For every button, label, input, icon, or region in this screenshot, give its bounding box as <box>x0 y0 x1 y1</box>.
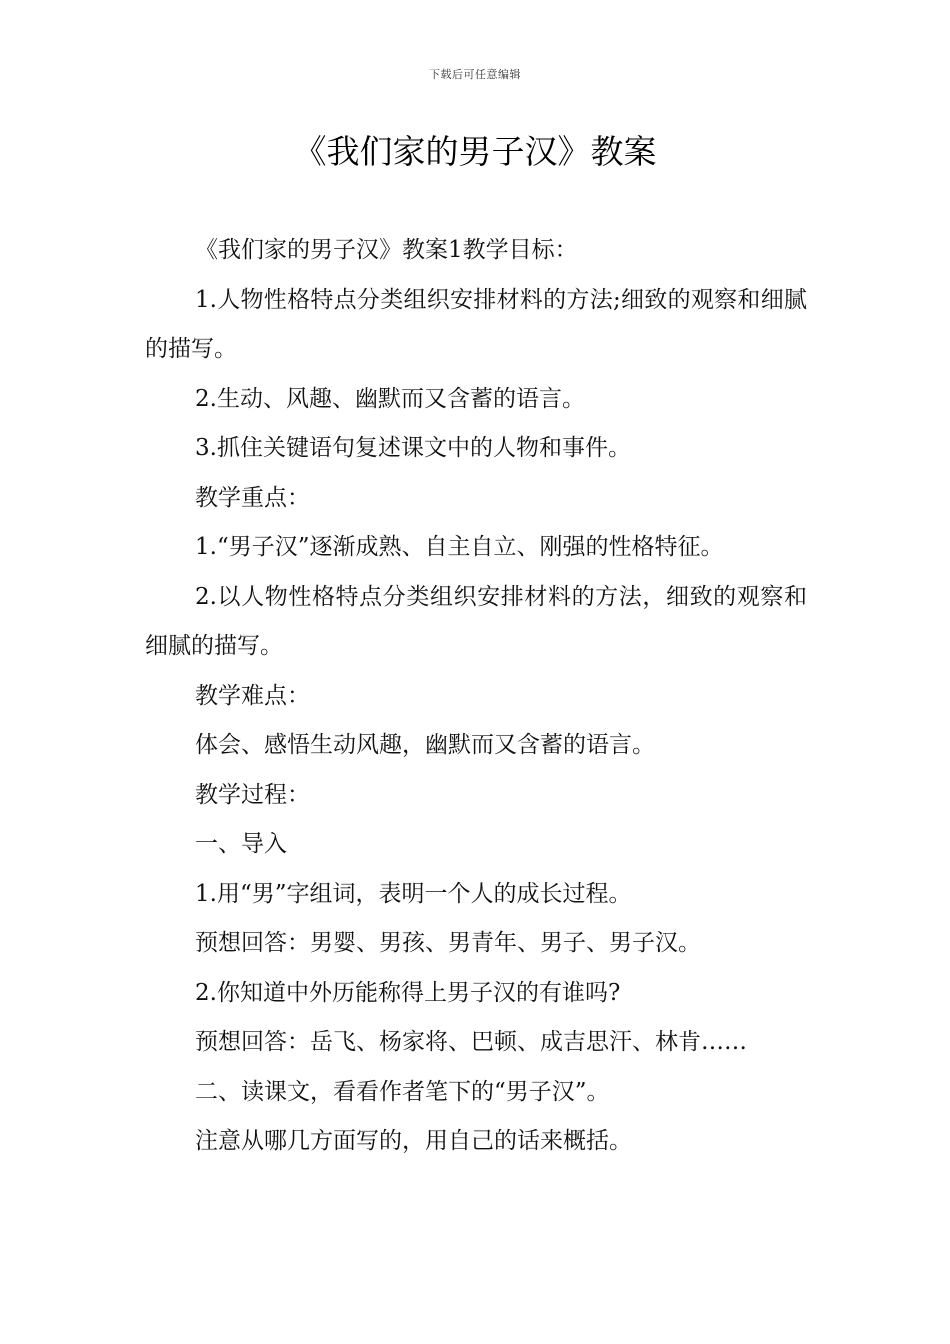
paragraph: 2.以人物性格特点分类组织安排材料的方法，细致的观察和细腻的描写。 <box>145 583 807 659</box>
paragraph: 2.你知道中外历能称得上男子汉的有谁吗? <box>195 979 621 1006</box>
document-body <box>145 226 807 1167</box>
paragraph: 教学重点： <box>195 484 310 511</box>
document-title: 《我们家的男子汉》教案 <box>293 132 657 171</box>
paragraph: 1.用“男”字组词，表明一个人的成长过程。 <box>195 880 632 907</box>
paragraph: 《我们家的男子汉》教案1教学目标： <box>195 237 578 263</box>
paragraph: 二、读课文，看看作者笔下的“男子汉”。 <box>195 1078 610 1105</box>
header-note: 下载后可任意编辑 <box>429 68 521 81</box>
paragraph: 一、导入 <box>195 831 287 857</box>
paragraph: 体会、感悟生动风趣，幽默而又含蓄的语言。 <box>195 732 655 758</box>
paragraph: 注意从哪几方面写的，用自己的话来概括。 <box>195 1128 632 1154</box>
paragraph: 预想回答：男婴、男孩、男青年、男子、男子汉。 <box>195 930 701 956</box>
paragraph: 1.人物性格特点分类组织安排材料的方法;细致的观察和细腻的描写。 <box>145 286 807 362</box>
paragraph: 1.“男子汉”逐渐成熟、自主自立、刚强的性格特征。 <box>195 534 724 560</box>
paragraph: 教学难点： <box>195 682 310 709</box>
paragraph: 2.生动、风趣、幽默而又含蓄的语言。 <box>195 385 585 412</box>
paragraph: 教学过程： <box>195 781 310 808</box>
paragraph: 预想回答：岳飞、杨家将、巴顿、成吉思汗、林肯…… <box>195 1029 747 1055</box>
paragraph: 3.抓住关键语句复述课文中的人物和事件。 <box>195 435 631 461</box>
